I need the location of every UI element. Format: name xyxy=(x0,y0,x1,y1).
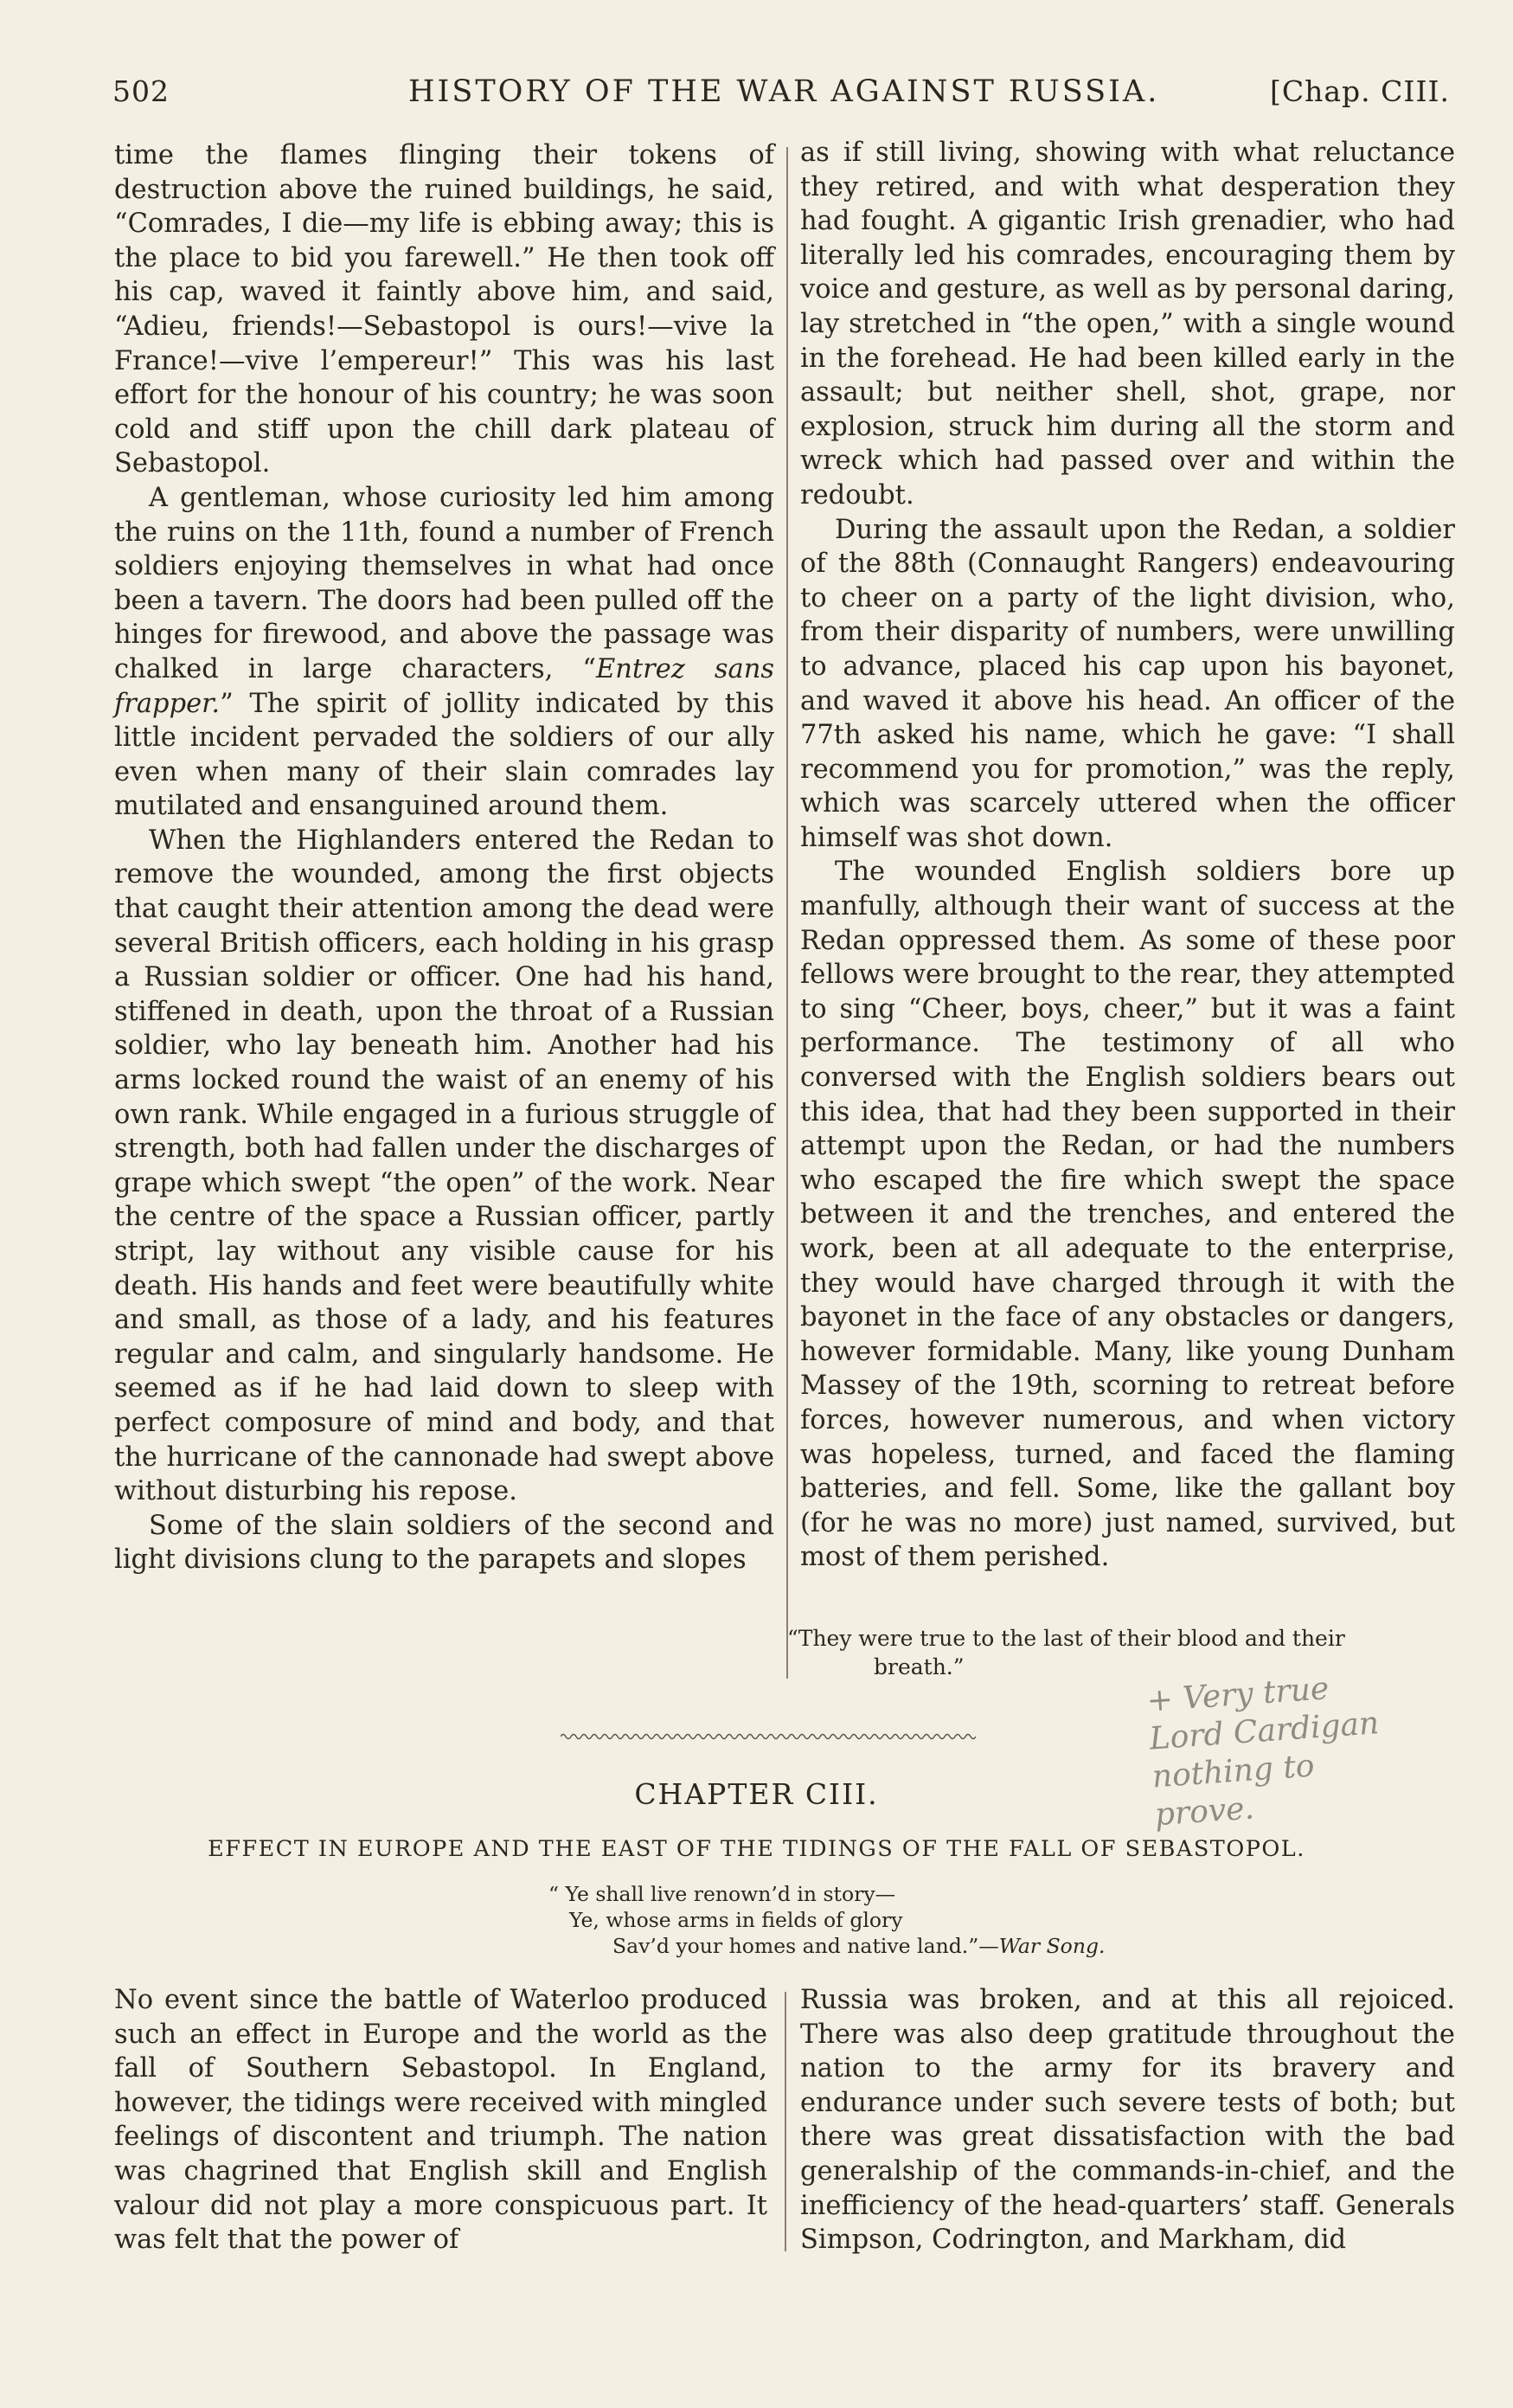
right-column xyxy=(800,136,1455,1575)
text-run: A gentleman, whose curiosity led him among the ruins on the 11th, found a number of French soldiers enjoying themselves in what had once been a tavern. The doors had been pulled off the hinges for firewood, and above the passage was chalked in large characters, “ xyxy=(114,482,774,684)
epigraph-source: War Song. xyxy=(998,1934,1106,1958)
paragraph: Russia was broken, and at this all rejoiced. There was also deep gratitude throughout the nation to the army for its bravery and endurance under such severe tests of both; but there was great dissatisfaction with the bad generalship of the commands-in-chief, and the inefficiency of the head-quarters’ staff. Generals Simpson, Codrington, and Markham, did xyxy=(800,1985,1455,2256)
running-title: HISTORY OF THE WAR AGAINST RUSSIA. xyxy=(408,74,1160,109)
paragraph: When the Highlanders entered the Redan to remove the wounded, among the first objects that caught their attention among the dead were several British officers, each holding in his grasp a Russian soldier or officer. One had his hand, stiffened in death, upon the throat of a Russian soldier, who lay beneath him. Another had his arms locked round the waist of an enemy of his own rank. While engaged in a furious struggle of strength, both had fallen under the discharges of grape which swept “the open” of the work. Near the centre of the space a Russian officer, partly stript, lay without any visible cause for his death. His hands and feet were beautifully white and small, as those of a lady, and his features regular and calm, and singularly handsome. He seemed as if he had laid down to sleep with perfect composure of mind and body, and that the hurricane of the cannonade had swept above without disturbing his repose. xyxy=(114,825,774,1507)
epigraph-line xyxy=(612,1933,1105,1959)
annotation-line: prove. xyxy=(1153,1790,1256,1833)
paragraph: During the assault upon the Redan, a soldier of the 88th (Connaught Rangers) endeavouring to cheer on a party of the light division, who, from their disparity of numbers, were unwilling to advance, placed his cap upon his bayonet, and waved it above his head. An officer of the 77th asked his name, which he gave: “I shall recommend you for promotion,” was the reply, which was scarcely uttered when the officer himself was shot down. xyxy=(800,514,1455,853)
quote-line: breath.” xyxy=(874,1654,965,1679)
paragraph: as if still living, showing with what reluctance they retired, and with what desperation they had fought. A gigantic Irish grenadier, who had literally led his comrades, encouraging them by voice and gesture, as well as by personal daring, lay stretched in “the open,” with a single wound in the forehead. He had been killed early in the assault; but neither shell, shot, grape, nor explosion, struck him during all the storm and wreck which had passed over and within the redoubt. xyxy=(800,138,1455,510)
chapter-subtitle: EFFECT IN EUROPE AND THE EAST OF THE TIDINGS OF THE FALL OF SEBASTOPOL. xyxy=(208,1836,1305,1862)
page-number: 502 xyxy=(112,74,170,108)
paragraph: time the flames flinging their tokens of destruction above the ruined buildings, he said, “Comrades, I die—my life is ebbing away; this is the place to bid you farewell.” He then took off his cap, waved it faintly above him, and said, “Adieu, friends!—Sebastopol is ours!—vive la France!—vive l’empereur!” This was his last effort for the honour of his country; he was soon cold and stiff upon the chill dark plateau of Sebastopol. xyxy=(114,140,774,479)
epigraph-line: Ye, whose arms in fields of glory xyxy=(569,1908,903,1932)
section-divider xyxy=(561,1732,976,1741)
chapter-marker: [Chap. CIII. xyxy=(1270,74,1451,108)
column-rule-bottom xyxy=(785,1992,786,2251)
running-header xyxy=(0,74,1513,118)
paragraph: The wounded English soldiers bore up manfully, although their want of success at the Redan oppressed them. As some of these poor fellows were brought to the rear, they attempted to sing “Cheer, boys, cheer,” but it was a faint performance. The testimony of all who conversed with the English soldiers bears out this idea, that had they been supported in their attempt upon the Redan, or had the numbers who escaped the fire which swept the space between it and the trenches, and entered the work, been at all adequate to the enterprise, they would have charged through it with the bayonet in the face of any obstacles or dangers, however formidable. Many, like young Dunham Massey of the 19th, scorning to retreat before forces, however numerous, and when victory was hopeless, turned, and faced the flaming batteries, and fell. Some, like the gallant boy (for he was no more) just named, survived, but most of them perished. xyxy=(800,857,1455,1573)
paragraph: No event since the battle of Waterloo produced such an effect in Europe and the world as the fall of Southern Sebastopol. In England, however, the tidings were received with mingled feelings of discontent and triumph. The nation was chagrined that English skill and English valour did not play a more conspicuous part. It was felt that the power of xyxy=(114,1985,767,2256)
epigraph-line: “ Ye shall live renown’d in story— xyxy=(548,1882,896,1906)
paragraph: Some of the slain soldiers of the second and light divisions clung to the parapets and slopes xyxy=(114,1510,774,1576)
quote-line: “They were true to the last of their blood and their xyxy=(787,1626,1345,1651)
text-run: ” The spirit of jollity indicated by this little incident pervaded the soldiers of our ally even when many of their slain comrades lay mutilated and ensanguined around them. xyxy=(114,688,774,822)
paragraph xyxy=(114,481,774,824)
annotation-line: nothing to xyxy=(1151,1748,1316,1795)
chapter-title: CHAPTER CIII. xyxy=(634,1777,879,1811)
epigraph-text: Sav’d your homes and native land.”— xyxy=(612,1934,999,1958)
italic-quote: Entrez sans frapper. xyxy=(114,653,774,719)
annotation-line: + Very true xyxy=(1145,1671,1330,1719)
chapter-left-column xyxy=(114,1983,767,2257)
chapter-right-column xyxy=(800,1983,1455,2257)
annotation-line: Lord Cardigan xyxy=(1148,1705,1381,1757)
column-rule-top xyxy=(786,147,788,1679)
left-column xyxy=(114,138,774,1577)
